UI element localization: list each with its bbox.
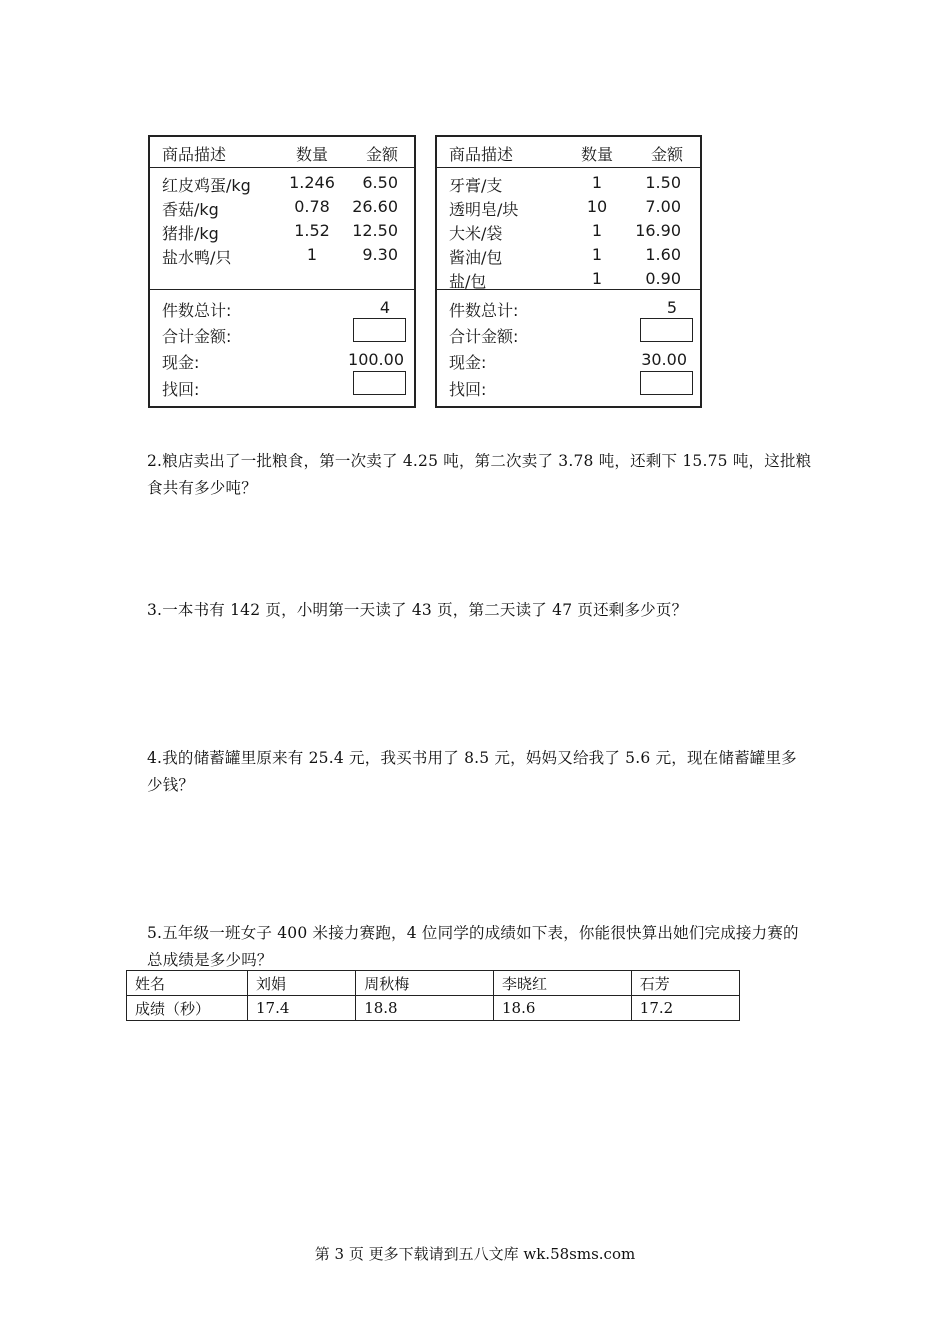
table-cell: 石芳 [631,971,739,996]
cash-label: 现金: [162,353,200,372]
item-name: 盐/包 [449,272,487,291]
table-cell: 李晓红 [493,971,631,996]
receipt-2 [435,135,702,408]
receipt-1-header [150,137,414,168]
table-cell: 成绩（秒） [127,996,248,1021]
item-name: 大米/袋 [449,224,503,243]
cash-label: 现金: [449,353,487,372]
item-name: 牙膏/支 [449,176,503,195]
col-header-quantity: 数量 [580,145,613,164]
item-amount: 1.60 [645,245,681,264]
item-name: 盐水鸭/只 [162,248,232,267]
item-amount: 7.00 [645,197,681,216]
col-header-amount: 金额 [365,145,398,164]
col-header-quantity: 数量 [295,145,328,164]
table-cell: 18.8 [356,996,494,1021]
count-value: 4 [379,298,390,317]
item-qty: 1 [591,269,603,288]
question-5: 5.五年级一班女子 400 米接力赛跑，4 位同学的成绩如下表，你能很快算出她们完成接力赛的总成绩是多少吗？ [147,924,799,969]
item-amount: 16.90 [635,221,681,240]
total-label: 合计金额: [449,327,519,346]
question-4: 4.我的储蓄罐里原来有 25.4 元，我买书用了 8.5 元，妈妈又给我了 5.6 元，现在储蓄罐里多少钱？ [147,749,797,794]
item-amount: 0.90 [645,269,681,288]
score-table [126,970,740,1021]
count-label: 件数总计: [449,301,519,320]
table-row [127,996,740,1021]
item-amount: 1.50 [645,173,681,192]
item-qty: 0.78 [294,197,330,216]
change-answer-box[interactable] [353,371,406,395]
item-qty: 1 [591,221,603,240]
item-name: 透明皂/块 [449,200,519,219]
table-row [127,971,740,996]
item-qty: 1.52 [294,221,330,240]
receipt-1 [148,135,416,408]
cash-value: 100.00 [348,350,404,369]
total-answer-box[interactable] [353,318,406,342]
item-name: 香菇/kg [162,200,219,219]
item-amount: 9.30 [362,245,398,264]
item-qty: 1.246 [289,173,335,192]
question-3: 3.一本书有 142 页，小明第一天读了 43 页，第二天读了 47 页还剩多少页？ [147,601,688,619]
item-name: 酱油/包 [449,248,503,267]
count-label: 件数总计: [162,301,232,320]
change-answer-box[interactable] [640,371,693,395]
cash-value: 30.00 [641,350,687,369]
change-label: 找回: [449,380,487,399]
table-cell: 18.6 [493,996,631,1021]
total-label: 合计金额: [162,327,232,346]
item-qty: 1 [306,245,318,264]
item-qty: 1 [591,245,603,264]
item-name: 红皮鸡蛋/kg [162,176,251,195]
col-header-amount: 金额 [650,145,683,164]
question-2: 2.粮店卖出了一批粮食，第一次卖了 4.25 吨，第二次卖了 3.78 吨，还剩下 15.75 吨，这批粮食共有多少吨？ [147,452,812,497]
table-cell: 姓名 [127,971,248,996]
table-cell: 17.4 [248,996,356,1021]
item-qty: 10 [586,197,608,216]
item-amount: 26.60 [352,197,398,216]
receipt-2-header [437,137,700,168]
col-header-description: 商品描述 [449,145,514,164]
receipt-divider [150,289,414,290]
table-cell: 刘娟 [248,971,356,996]
change-label: 找回: [162,380,200,399]
item-qty: 1 [591,173,603,192]
receipt-divider [437,289,700,290]
table-cell: 17.2 [631,996,739,1021]
col-header-description: 商品描述 [162,145,227,164]
total-answer-box[interactable] [640,318,693,342]
table-cell: 周秋梅 [356,971,494,996]
item-name: 猪排/kg [162,224,219,243]
item-amount: 12.50 [352,221,398,240]
count-value: 5 [666,298,677,317]
page-footer: 第 3 页 更多下载请到五八文库 wk.58sms.com [314,1245,636,1263]
item-amount: 6.50 [362,173,398,192]
